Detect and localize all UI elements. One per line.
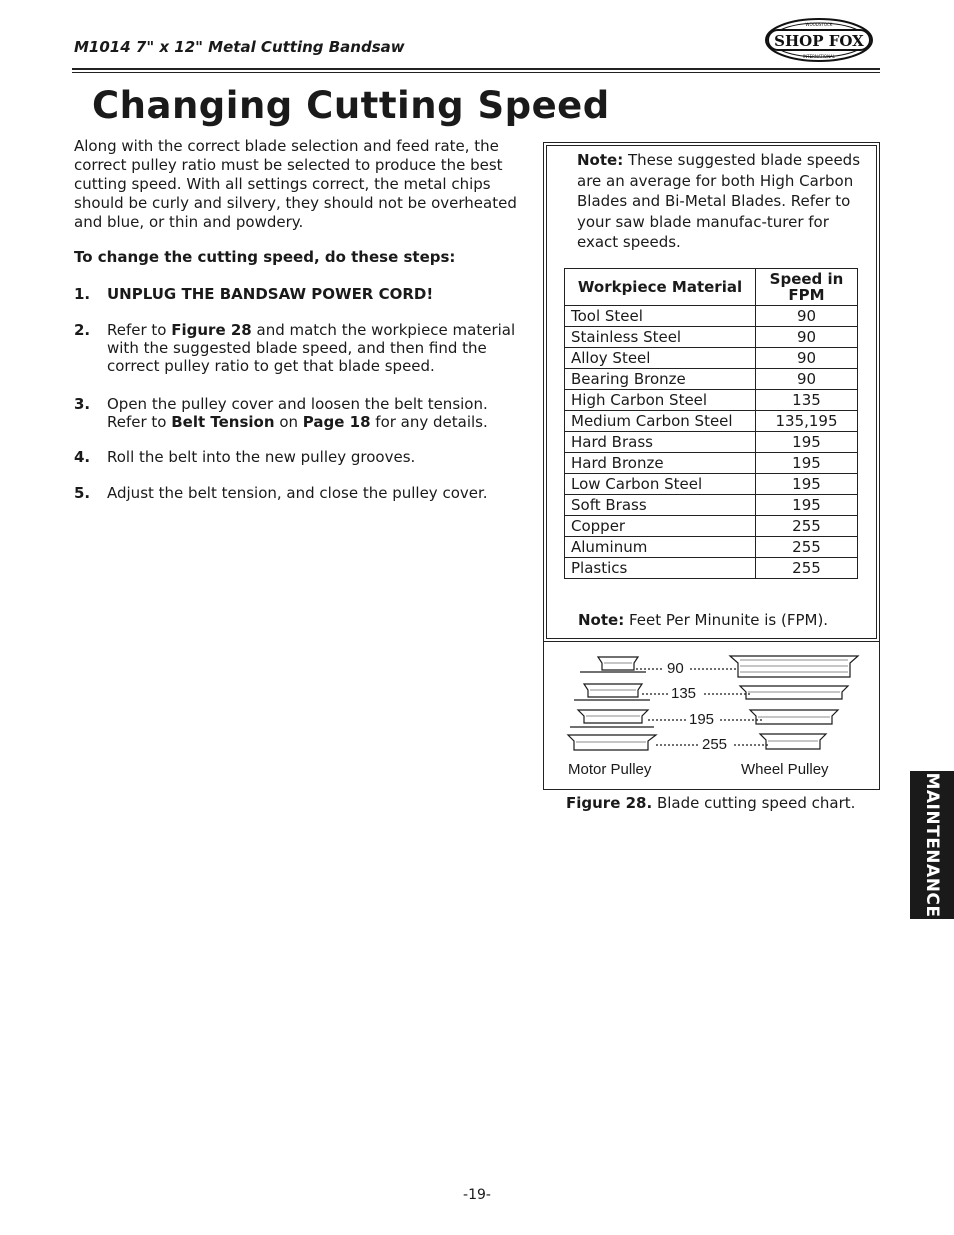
section-tab: [910, 771, 954, 919]
step-number: 1.: [74, 285, 91, 303]
shop-fox-logo: [764, 17, 874, 63]
fpm-note: Note: Feet Per Minunite is (FPM).: [578, 611, 829, 629]
table-row: [565, 495, 858, 516]
material-cell: Medium Carbon Steel: [565, 411, 756, 432]
speed-cell: 195: [756, 453, 858, 474]
material-cell: Copper: [565, 516, 756, 537]
table-row: [565, 558, 858, 579]
figure-caption: Figure 28. Blade cutting speed chart.: [566, 794, 856, 812]
table-row: [565, 432, 858, 453]
step-number: 2.: [74, 321, 91, 339]
section-tab-label: MAINTENANCE: [922, 772, 942, 918]
steps-heading: To change the cutting speed, do these steps:: [74, 248, 456, 266]
table-row: [565, 453, 858, 474]
header-rule: [72, 68, 880, 70]
intro-paragraph: Along with the correct blade selection and feed rate, the correct pulley ratio must be selected to produce the best cutting speed. With all settings correct, the metal chips should be curly and silvery, they should not be overheated and blue, or thin and powdery.: [74, 137, 517, 231]
speed-cell: 90: [756, 348, 858, 369]
step-text: Roll the belt into the new pulley grooves.: [107, 448, 416, 466]
page-number: -19-: [463, 1187, 491, 1203]
speed-label-255: 255: [702, 736, 728, 753]
speed-cell: 255: [756, 516, 858, 537]
page-title: Changing Cutting Speed: [92, 84, 610, 127]
blade-speed-note: Note: These suggested blade speeds are an average for both High Carbon Blades and Bi-Metal Blades. Refer to your saw blade manufac-turer for exact speeds.: [577, 151, 861, 251]
speed-cell: 195: [756, 474, 858, 495]
material-cell: High Carbon Steel: [565, 390, 756, 411]
speed-cell: 135: [756, 390, 858, 411]
speed-cell: 90: [756, 369, 858, 390]
speed-cell: 255: [756, 558, 858, 579]
motor-pulley-icon: [568, 657, 656, 750]
speed-cell: 90: [756, 327, 858, 348]
step-text: Adjust the belt tension, and close the pulley cover.: [107, 484, 488, 502]
speed-table: [564, 268, 858, 579]
table-header-row: [565, 269, 858, 306]
pulley-diagram: [544, 642, 877, 787]
motor-pulley-label: Motor Pulley: [568, 761, 652, 778]
step-text: UNPLUG THE BANDSAW POWER CORD!: [107, 285, 434, 303]
header-rule-thin: [72, 72, 880, 73]
table-row: [565, 390, 858, 411]
svg-text:SHOP FOX: SHOP FOX: [774, 32, 864, 50]
speed-cell: 90: [756, 306, 858, 327]
step-number: 3.: [74, 395, 91, 413]
speed-label-195: 195: [689, 711, 715, 728]
material-cell: Soft Brass: [565, 495, 756, 516]
svg-text:INTERNATIONAL: INTERNATIONAL: [802, 54, 836, 59]
table-row: [565, 516, 858, 537]
step-number: 5.: [74, 484, 91, 502]
speed-cell: 195: [756, 495, 858, 516]
table-row: [565, 411, 858, 432]
page-reference: Page 18: [302, 413, 371, 431]
table-row: [565, 348, 858, 369]
table-row: [565, 327, 858, 348]
column-header-speed: Speed in FPM: [756, 269, 858, 306]
table-row: [565, 369, 858, 390]
step-number: 4.: [74, 448, 91, 466]
table-row: [565, 537, 858, 558]
wheel-pulley-icon: [730, 656, 858, 749]
speed-label-90: 90: [667, 660, 684, 677]
material-cell: Low Carbon Steel: [565, 474, 756, 495]
material-cell: Bearing Bronze: [565, 369, 756, 390]
speed-cell: 255: [756, 537, 858, 558]
svg-text:WOODSTOCK: WOODSTOCK: [805, 22, 833, 27]
wheel-pulley-label: Wheel Pulley: [741, 761, 829, 778]
table-row: [565, 474, 858, 495]
column-header-material: Workpiece Material: [565, 269, 756, 306]
material-cell: Aluminum: [565, 537, 756, 558]
material-cell: Plastics: [565, 558, 756, 579]
figure-reference: Figure 28: [171, 321, 252, 339]
speed-cell: 135,195: [756, 411, 858, 432]
material-cell: Alloy Steel: [565, 348, 756, 369]
step-text: Refer to Figure 28 and match the workpiece material with the suggested blade speed, and then find the correct pulley ratio to get that blade speed.: [107, 321, 516, 375]
table-row: [565, 306, 858, 327]
material-cell: Hard Bronze: [565, 453, 756, 474]
material-cell: Stainless Steel: [565, 327, 756, 348]
section-reference: Belt Tension: [171, 413, 275, 431]
step-text: Open the pulley cover and loosen the belt tension. Refer to Belt Tension on Page 18 for any details.: [107, 395, 488, 431]
speed-label-135: 135: [671, 685, 697, 702]
material-cell: Tool Steel: [565, 306, 756, 327]
speed-cell: 195: [756, 432, 858, 453]
document-title: M1014 7" x 12" Metal Cutting Bandsaw: [74, 38, 405, 56]
speed-guide-lines: [636, 669, 768, 745]
material-cell: Hard Brass: [565, 432, 756, 453]
